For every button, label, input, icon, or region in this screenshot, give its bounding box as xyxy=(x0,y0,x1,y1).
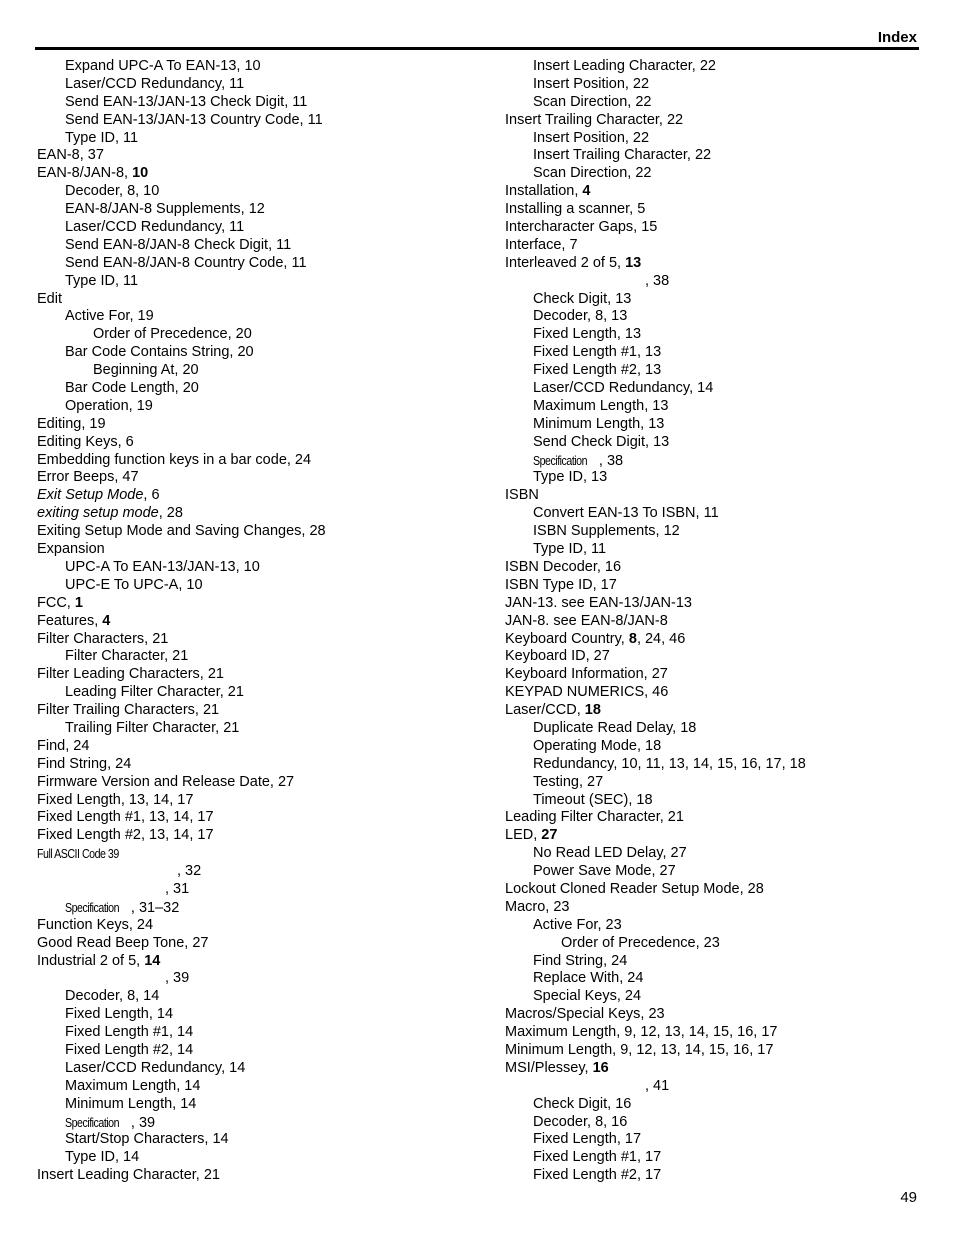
index-entry xyxy=(37,362,477,380)
index-entry-text: Insert Trailing Character, 22 xyxy=(533,147,712,164)
index-entry-text: LED, xyxy=(505,827,542,844)
index-entry xyxy=(37,1114,477,1132)
index-entry xyxy=(37,237,477,255)
index-entry xyxy=(505,398,925,416)
index-entry-text: Fixed Length #1, 17 xyxy=(533,1149,662,1166)
index-entry-text: UPC-E To UPC-A, 10 xyxy=(65,576,203,593)
index-entry-more-pages: , 24, 46 xyxy=(636,630,686,647)
index-entry xyxy=(37,917,477,935)
index-entry-condensed-label: Specification xyxy=(65,899,120,915)
index-entry xyxy=(37,756,477,774)
index-entry-primary-page: 4 xyxy=(102,612,111,629)
index-entry xyxy=(505,756,925,774)
index-entry-text: Duplicate Read Delay, 18 xyxy=(533,719,697,736)
index-entry xyxy=(37,702,477,720)
index-entry-text: Filter Leading Characters, 21 xyxy=(37,666,224,683)
index-entry-text: JAN-8. see EAN-8/JAN-8 xyxy=(505,612,668,629)
index-entry xyxy=(505,809,925,827)
index-entry xyxy=(37,505,477,523)
index-entry xyxy=(505,845,925,863)
index-entry xyxy=(505,147,925,165)
index-entry xyxy=(505,666,925,684)
index-entry-text: Beginning At, 20 xyxy=(93,362,199,379)
index-entry xyxy=(505,1078,925,1096)
index-entry-text: EAN-8/JAN-8 Supplements, 12 xyxy=(65,201,265,218)
index-entry-text: Decoder, 8, 10 xyxy=(65,183,160,200)
index-entry xyxy=(505,326,925,344)
index-entry xyxy=(37,398,477,416)
index-entry-text: , 41 xyxy=(645,1077,670,1094)
page-number: 49 xyxy=(900,1189,917,1206)
index-entry-text: Maximum Length, 14 xyxy=(65,1077,201,1094)
index-entry xyxy=(37,648,477,666)
index-entry-text: Special Keys, 24 xyxy=(533,988,642,1005)
index-entry xyxy=(37,487,477,505)
index-entry-text: Send EAN-13/JAN-13 Country Code, 11 xyxy=(65,111,323,128)
index-entry xyxy=(505,452,925,470)
index-entry-condensed-label: Full ASCII Code 39 xyxy=(37,846,119,862)
running-header-title: Index xyxy=(877,29,917,46)
index-entry xyxy=(505,112,925,130)
index-entry-text: Maximum Length, 9, 12, 13, 14, 15, 16, 17 xyxy=(505,1024,778,1041)
index-entry-text: , 6 xyxy=(143,487,160,504)
index-entry-text: EAN-8/JAN-8, xyxy=(37,165,133,182)
index-entry xyxy=(37,631,477,649)
index-entry xyxy=(37,559,477,577)
index-entry-text: Order of Precedence, 20 xyxy=(93,326,252,343)
index-entry xyxy=(37,1060,477,1078)
index-entry xyxy=(505,273,925,291)
index-entry xyxy=(37,684,477,702)
index-entry xyxy=(37,774,477,792)
index-entry-text: Keyboard Country, xyxy=(505,630,629,647)
index-entry-text: Edit xyxy=(37,290,62,307)
index-entry-text: Type ID, 11 xyxy=(533,541,607,558)
index-entry-text: , 39 xyxy=(130,1114,156,1131)
index-entry xyxy=(505,291,925,309)
index-entry xyxy=(37,201,477,219)
index-entry xyxy=(505,219,925,237)
index-entry-text: Insert Position, 22 xyxy=(533,75,650,92)
index-entry-text: Find, 24 xyxy=(37,737,90,754)
index-entry xyxy=(37,255,477,273)
index-entry xyxy=(505,380,925,398)
index-entry xyxy=(505,792,925,810)
index-entry xyxy=(37,935,477,953)
index-entry-text: Macros/Special Keys, 23 xyxy=(505,1006,665,1023)
index-entry-text: Firmware Version and Release Date, 27 xyxy=(37,773,295,790)
index-entry xyxy=(505,1006,925,1024)
index-entry xyxy=(505,1060,925,1078)
index-entry-text: Active For, 23 xyxy=(533,916,622,933)
index-entry-text: Minimum Length, 13 xyxy=(533,415,665,432)
index-entry xyxy=(505,559,925,577)
index-entry xyxy=(37,523,477,541)
index-entry xyxy=(505,505,925,523)
index-entry-italic: Exit Setup Mode xyxy=(37,487,144,504)
index-entry xyxy=(37,165,477,183)
index-entry-condensed-label: Specification xyxy=(533,452,588,468)
index-entry xyxy=(37,326,477,344)
index-entry xyxy=(37,827,477,845)
index-entry xyxy=(505,917,925,935)
index-entry-text: Maximum Length, 13 xyxy=(533,397,669,414)
index-entry-text: Keyboard ID, 27 xyxy=(505,648,610,665)
index-entry-primary-page: 8 xyxy=(628,630,637,647)
index-entry-text: Convert EAN-13 To ISBN, 11 xyxy=(533,505,719,522)
index-entry-text: Type ID, 14 xyxy=(65,1149,140,1166)
index-entry xyxy=(505,130,925,148)
index-entry-text: Replace With, 24 xyxy=(533,970,644,987)
index-entry-text: Laser/CCD Redundancy, 11 xyxy=(65,219,245,236)
index-entry xyxy=(505,183,925,201)
index-entry-text: Type ID, 11 xyxy=(65,129,139,146)
index-entry-text: Type ID, 11 xyxy=(65,272,139,289)
index-entry xyxy=(505,255,925,273)
index-entry-text: Editing Keys, 6 xyxy=(37,433,134,450)
index-entry xyxy=(505,487,925,505)
index-entry-text: ISBN xyxy=(505,487,539,504)
index-entry-text: Fixed Length #2, 13, 14, 17 xyxy=(37,827,214,844)
index-entry-text: Fixed Length, 17 xyxy=(533,1131,642,1148)
index-entry-text: Check Digit, 16 xyxy=(533,1095,632,1112)
index-entry xyxy=(37,434,477,452)
index-entry xyxy=(505,94,925,112)
index-entry-text: Laser/CCD Redundancy, 11 xyxy=(65,75,245,92)
index-entry xyxy=(37,881,477,899)
index-entry xyxy=(37,1149,477,1167)
index-entry-text: Intercharacter Gaps, 15 xyxy=(505,219,658,236)
index-entry xyxy=(37,291,477,309)
index-entry-text: Insert Leading Character, 21 xyxy=(37,1167,220,1184)
index-entry-text: MSI/Plessey, xyxy=(505,1059,593,1076)
index-entry xyxy=(37,112,477,130)
index-entry xyxy=(505,541,925,559)
index-entry xyxy=(505,577,925,595)
index-entry-text: Exiting Setup Mode and Saving Changes, 28 xyxy=(37,523,326,540)
index-entry-text: Laser/CCD, xyxy=(505,702,585,719)
index-entry xyxy=(37,988,477,1006)
index-entry-text: Keyboard Information, 27 xyxy=(505,666,668,683)
index-entry xyxy=(37,1096,477,1114)
index-entry-text: , 38 xyxy=(598,452,624,469)
index-entry xyxy=(37,899,477,917)
index-entry-text: Expansion xyxy=(37,541,105,558)
index-entry-text: Features, xyxy=(37,612,103,629)
index-entry xyxy=(37,469,477,487)
index-column-right xyxy=(505,58,925,1185)
index-entry xyxy=(37,76,477,94)
index-entry xyxy=(37,273,477,291)
index-entry-primary-page: 10 xyxy=(132,165,149,182)
index-entry xyxy=(37,219,477,237)
index-entry xyxy=(37,577,477,595)
index-entry xyxy=(505,523,925,541)
index-entry-text: Laser/CCD Redundancy, 14 xyxy=(65,1059,246,1076)
index-entry xyxy=(505,595,925,613)
index-entry xyxy=(505,58,925,76)
index-entry-primary-page: 16 xyxy=(592,1059,609,1076)
index-entry xyxy=(37,1024,477,1042)
index-entry-text: Send EAN-13/JAN-13 Check Digit, 11 xyxy=(65,93,308,110)
index-entry-text: JAN-13. see EAN-13/JAN-13 xyxy=(505,594,692,611)
index-entry-text: ISBN Type ID, 17 xyxy=(505,576,617,593)
index-entry-text: Start/Stop Characters, 14 xyxy=(65,1131,229,1148)
index-entry-text: Industrial 2 of 5, xyxy=(37,952,145,969)
index-entry-text: Check Digit, 13 xyxy=(533,290,632,307)
index-entry-text: Filter Trailing Characters, 21 xyxy=(37,702,220,719)
index-entry-text: Find String, 24 xyxy=(37,755,132,772)
index-column-left xyxy=(37,58,477,1185)
index-entry xyxy=(505,1096,925,1114)
index-entry xyxy=(505,201,925,219)
index-entry-text: ISBN Supplements, 12 xyxy=(533,523,680,540)
index-entry xyxy=(37,809,477,827)
index-entry-text: Testing, 27 xyxy=(533,773,604,790)
index-entry xyxy=(505,702,925,720)
index-entry xyxy=(505,648,925,666)
index-entry-text: Send Check Digit, 13 xyxy=(533,433,670,450)
index-entry xyxy=(37,130,477,148)
index-entry-text: Installing a scanner, 5 xyxy=(505,201,646,218)
index-entry xyxy=(505,899,925,917)
index-entry-text: Fixed Length, 14 xyxy=(65,1006,174,1023)
index-entry xyxy=(37,970,477,988)
index-entry-text: Insert Position, 22 xyxy=(533,129,650,146)
index-entry xyxy=(505,165,925,183)
index-entry xyxy=(505,935,925,953)
index-entry-text: Fixed Length, 13 xyxy=(533,326,642,343)
index-entry-text: Good Read Beep Tone, 27 xyxy=(37,934,209,951)
index-entry-text: Bar Code Length, 20 xyxy=(65,380,199,397)
index-entry-text: Expand UPC-A To EAN-13, 10 xyxy=(65,58,261,74)
index-entry-text: Macro, 23 xyxy=(505,898,570,915)
index-entry xyxy=(37,953,477,971)
index-entry xyxy=(505,1149,925,1167)
index-entry xyxy=(505,684,925,702)
index-entry-italic: exiting setup mode xyxy=(37,505,159,522)
index-entry-text: Minimum Length, 14 xyxy=(65,1095,197,1112)
index-entry xyxy=(37,380,477,398)
index-entry-text: Interleaved 2 of 5, xyxy=(505,254,626,271)
header-rule xyxy=(35,47,919,50)
index-entry-text: Fixed Length #1, 13, 14, 17 xyxy=(37,809,214,826)
index-entry-text: Fixed Length #1, 14 xyxy=(65,1024,194,1041)
index-entry-text: Interface, 7 xyxy=(505,236,578,253)
index-entry-primary-page: 14 xyxy=(144,952,161,969)
index-entry xyxy=(37,1167,477,1185)
index-entry-text: Fixed Length #2, 17 xyxy=(533,1167,662,1184)
index-entry-text: Trailing Filter Character, 21 xyxy=(65,719,240,736)
index-entry xyxy=(505,237,925,255)
index-entry-text: Decoder, 8, 16 xyxy=(533,1113,628,1130)
index-entry-text: Power Save Mode, 27 xyxy=(533,863,676,880)
index-entry-text: Lockout Cloned Reader Setup Mode, 28 xyxy=(505,880,764,897)
index-entry xyxy=(37,183,477,201)
index-entry-text: Type ID, 13 xyxy=(533,469,608,486)
index-entry xyxy=(37,613,477,631)
index-entry-text: Decoder, 8, 14 xyxy=(65,988,160,1005)
index-entry-text: Leading Filter Character, 21 xyxy=(505,809,684,826)
index-entry-text: , 28 xyxy=(158,505,183,522)
index-entry-condensed-label: Specification xyxy=(65,1114,120,1130)
index-entry xyxy=(37,863,477,881)
index-entry-text: , 39 xyxy=(165,970,190,987)
index-entry-text: Redundancy, 10, 11, 13, 14, 15, 16, 17, 18 xyxy=(533,755,806,772)
index-entry-text: Fixed Length #1, 13 xyxy=(533,344,662,361)
index-entry xyxy=(505,613,925,631)
index-entry-text: Insert Trailing Character, 22 xyxy=(505,111,684,128)
index-entry-primary-page: 18 xyxy=(584,702,601,719)
index-entry xyxy=(37,1078,477,1096)
index-entry-text: Send EAN-8/JAN-8 Country Code, 11 xyxy=(65,254,307,271)
index-entry-text: EAN-8, 37 xyxy=(37,147,104,164)
index-entry xyxy=(37,1042,477,1060)
index-entry-text: Operation, 19 xyxy=(65,397,153,414)
index-entry-text: , 32 xyxy=(177,863,202,880)
index-entry-text: , 31–32 xyxy=(130,899,180,916)
index-entry xyxy=(37,308,477,326)
index-entry-text: Scan Direction, 22 xyxy=(533,93,652,110)
index-entry xyxy=(505,953,925,971)
index-entry-text: Function Keys, 24 xyxy=(37,916,154,933)
index-entry-text: UPC-A To EAN-13/JAN-13, 10 xyxy=(65,558,260,575)
index-entry xyxy=(37,845,477,863)
index-entry xyxy=(505,738,925,756)
index-entry xyxy=(505,362,925,380)
index-entry xyxy=(505,308,925,326)
index-entry xyxy=(505,1131,925,1149)
index-entry-text: Bar Code Contains String, 20 xyxy=(65,344,254,361)
index-entry xyxy=(505,1042,925,1060)
index-entry-text: Minimum Length, 9, 12, 13, 14, 15, 16, 17 xyxy=(505,1041,774,1058)
index-entry xyxy=(505,631,925,649)
index-entry xyxy=(505,469,925,487)
index-entry xyxy=(505,881,925,899)
index-entry xyxy=(37,58,477,76)
index-entry xyxy=(505,1114,925,1132)
index-entry xyxy=(37,595,477,613)
index-entry-text: , 31 xyxy=(165,880,190,897)
index-entry-text: Embedding function keys in a bar code, 24 xyxy=(37,451,312,468)
index-entry-primary-page: 1 xyxy=(74,594,83,611)
index-entry-text: Insert Leading Character, 22 xyxy=(533,58,716,74)
index-entry xyxy=(37,452,477,470)
index-entry xyxy=(505,1167,925,1185)
index-entry xyxy=(37,94,477,112)
index-entry-text: Error Beeps, 47 xyxy=(37,469,139,486)
index-entry xyxy=(505,774,925,792)
index-entry xyxy=(37,416,477,434)
index-entry-text: Filter Characters, 21 xyxy=(37,630,169,647)
index-entry xyxy=(37,147,477,165)
index-entry xyxy=(37,666,477,684)
index-entry xyxy=(505,988,925,1006)
index-entry xyxy=(37,792,477,810)
index-entry xyxy=(505,416,925,434)
index-entry-text: Decoder, 8, 13 xyxy=(533,308,628,325)
index-entry-text: Operating Mode, 18 xyxy=(533,737,662,754)
index-entry xyxy=(37,1131,477,1149)
index-entry-text: KEYPAD NUMERICS, 46 xyxy=(505,684,669,701)
index-entry-text: , 38 xyxy=(645,272,670,289)
index-entry xyxy=(37,738,477,756)
index-entry-primary-page: 4 xyxy=(582,183,591,200)
index-entry xyxy=(505,863,925,881)
index-entry-text: Send EAN-8/JAN-8 Check Digit, 11 xyxy=(65,236,292,253)
index-entry xyxy=(505,720,925,738)
index-entry-text: FCC, xyxy=(37,594,75,611)
index-entry-primary-page: 27 xyxy=(541,827,558,844)
index-entry-text: Timeout (SEC), 18 xyxy=(533,791,653,808)
index-entry xyxy=(505,1024,925,1042)
index-entry-text: Filter Character, 21 xyxy=(65,648,189,665)
index-entry xyxy=(37,720,477,738)
index-entry xyxy=(505,344,925,362)
index-entry-text: Fixed Length, 13, 14, 17 xyxy=(37,791,194,808)
index-entry xyxy=(37,541,477,559)
index-entry-text: Installation, xyxy=(505,183,583,200)
index-entry-text: Laser/CCD Redundancy, 14 xyxy=(533,380,714,397)
index-entry xyxy=(505,827,925,845)
index-entry-text: Scan Direction, 22 xyxy=(533,165,652,182)
index-entry-text: No Read LED Delay, 27 xyxy=(533,845,687,862)
index-entry-text: Fixed Length #2, 13 xyxy=(533,362,662,379)
index-entry xyxy=(37,1006,477,1024)
index-entry-text: Editing, 19 xyxy=(37,415,106,432)
index-entry xyxy=(505,76,925,94)
index-entry-primary-page: 13 xyxy=(625,254,642,271)
index-entry-text: Find String, 24 xyxy=(533,952,628,969)
index-entry-text: Active For, 19 xyxy=(65,308,154,325)
index-entry-text: Leading Filter Character, 21 xyxy=(65,684,244,701)
index-entry xyxy=(505,970,925,988)
index-entry-text: ISBN Decoder, 16 xyxy=(505,558,622,575)
index-entry xyxy=(37,344,477,362)
index-entry-text: Order of Precedence, 23 xyxy=(561,934,720,951)
index-entry xyxy=(505,434,925,452)
index-entry-text: Fixed Length #2, 14 xyxy=(65,1041,194,1058)
